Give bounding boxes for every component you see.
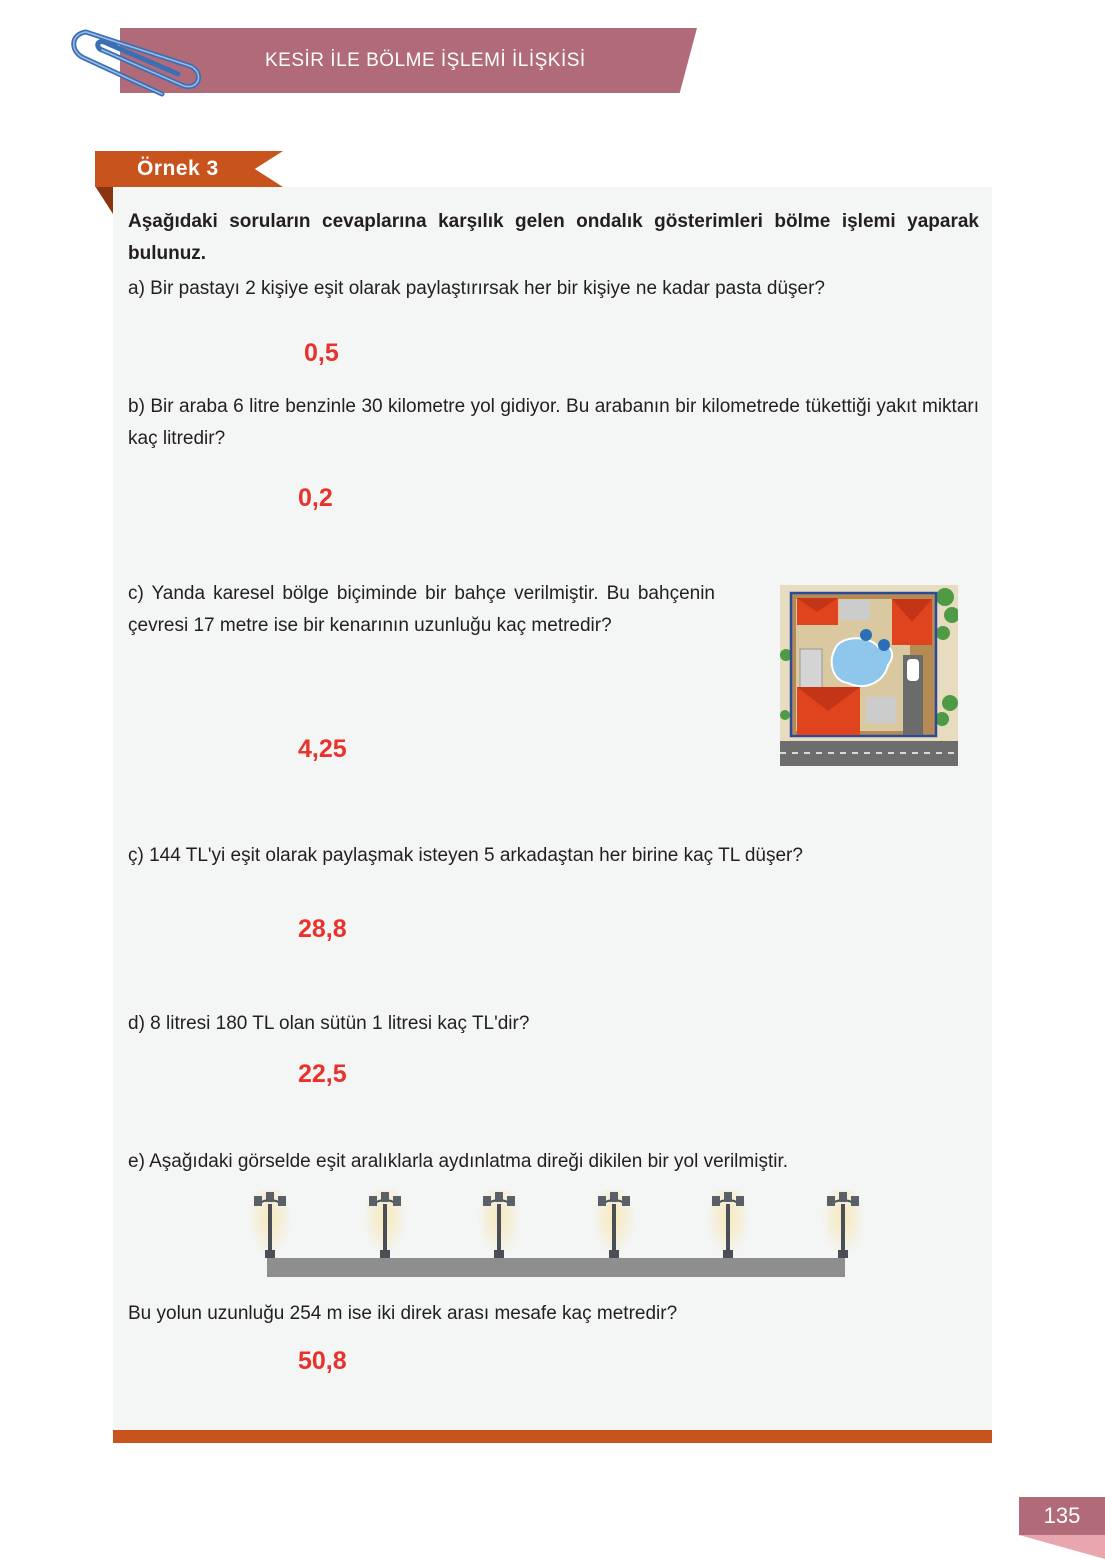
example-label: Örnek 3 <box>137 157 219 180</box>
paperclip-icon <box>62 20 212 100</box>
ornek-fold <box>95 186 113 214</box>
answer-b: 0,2 <box>298 484 333 512</box>
answer-a: 0,5 <box>304 339 339 367</box>
question-b: b) Bir araba 6 litre benzinle 30 kilometre yol gidiyor. Bu arabanın bir kilometrede tükettiği yakıt miktarı kaç litredir? <box>128 396 979 449</box>
question-e: e) Aşağıdaki görselde eşit aralıklarla aydınlatma direği dikilen bir yol verilmiştir. <box>128 1151 789 1172</box>
answer-c-cedilla: 28,8 <box>298 915 347 943</box>
question-e-followup: Bu yolun uzunluğu 254 m ise iki direk arası mesafe kaç metredir? <box>128 1303 678 1324</box>
answer-d: 22,5 <box>298 1060 347 1088</box>
garden-image <box>780 585 958 766</box>
question-c-cedilla: ç) 144 TL'yi eşit olarak paylaşmak isteyen 5 arkadaştan her birine kaç TL düşer? <box>128 845 803 866</box>
answer-c: 4,25 <box>298 735 347 763</box>
question-d: d) 8 litresi 180 TL olan sütün 1 litresi kaç TL'dir? <box>128 1013 530 1034</box>
answer-e: 50,8 <box>298 1347 347 1375</box>
road-image <box>245 1190 870 1282</box>
panel-bottom-bar <box>113 1430 992 1443</box>
question-c: c) Yanda karesel bölge biçiminde bir bahçe verilmiştir. Bu bahçenin çevresi 17 metre ise bir kenarının uzunluğu kaç metredir? <box>128 583 715 636</box>
page-number: 135 <box>1043 1503 1081 1528</box>
header-title: KESİR İLE BÖLME İŞLEMİ İLİŞKİSİ <box>265 50 586 71</box>
question-a: a) Bir pastayı 2 kişiye eşit olarak paylaştırırsak her bir kişiye ne kadar pasta düşer? <box>128 278 825 299</box>
example-intro: Aşağıdaki soruların cevaplarına karşılık gelen ondalık gösterimleri bölme işlemi yaparak bulunuz. <box>128 211 979 264</box>
page-number-tail <box>1019 1535 1105 1559</box>
